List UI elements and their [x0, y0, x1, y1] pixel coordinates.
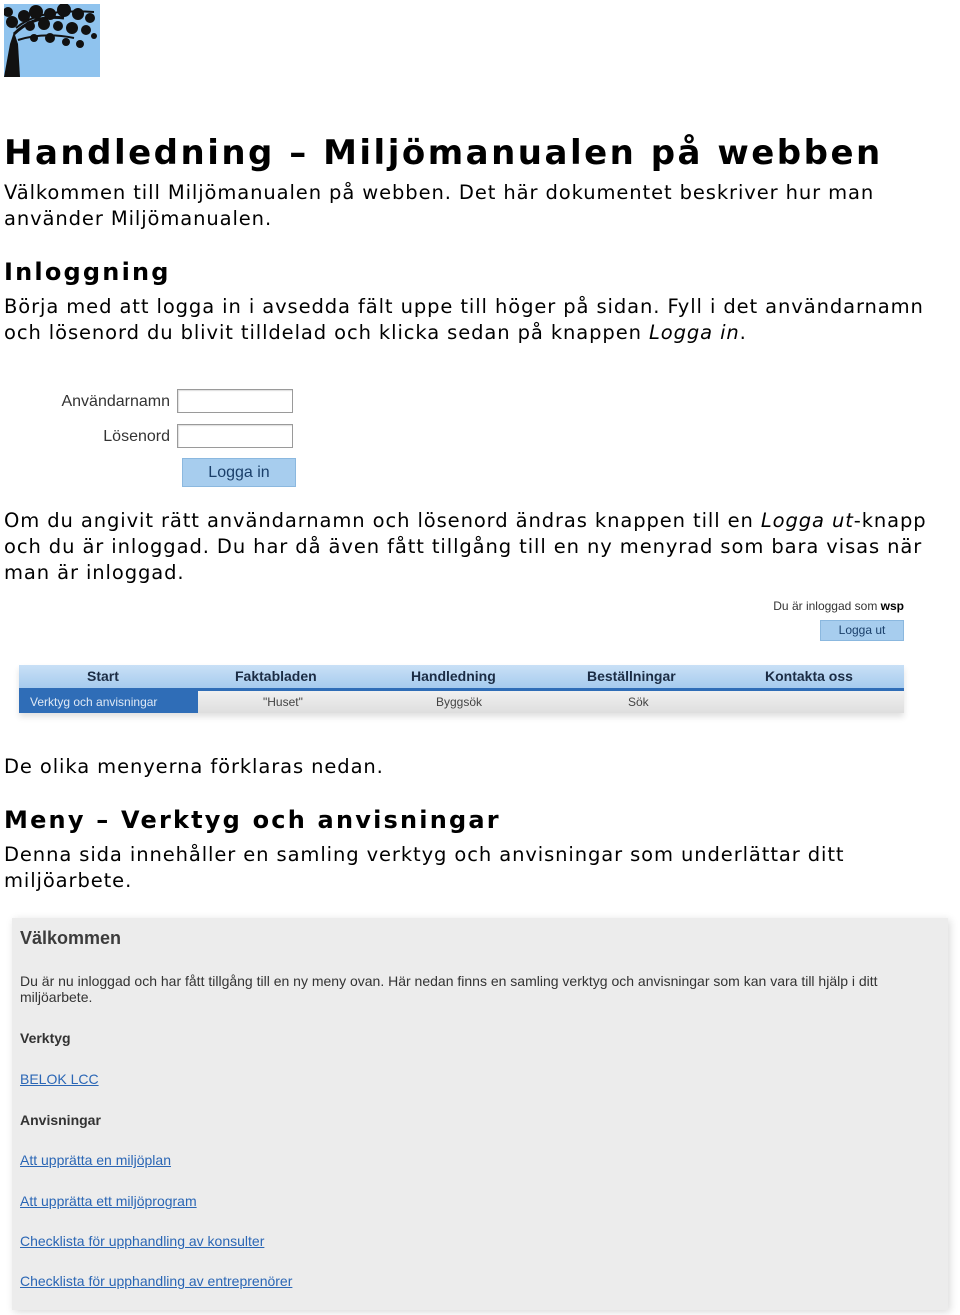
link-miljoplan[interactable]: Att upprätta en miljöplan [20, 1152, 171, 1168]
logged-in-username: wsp [880, 599, 904, 613]
menu-item-bestallningar[interactable]: Beställningar [587, 668, 676, 684]
logout-button-reference: Logga ut [760, 509, 854, 532]
welcome-text: Du är nu inloggad och har fått tillgång till en ny meny ovan. Här nedan finns en samling verktyg och anvisningar som kan vara till hjälp i ditt miljöarbete. [20, 973, 878, 1005]
menu-item-start[interactable]: Start [87, 668, 119, 684]
menu-item-faktabladen[interactable]: Faktabladen [235, 668, 317, 684]
login-form [20, 385, 310, 490]
logout-button[interactable]: Logga ut [820, 620, 904, 641]
link-checklista-konsulter[interactable]: Checklista för upphandling av konsulter [20, 1233, 265, 1249]
tree-icon [4, 4, 100, 77]
login-button[interactable]: Logga in [182, 458, 296, 487]
period: . [739, 321, 747, 344]
link-belok-lcc[interactable]: BELOK LCC [20, 1071, 99, 1087]
logo [4, 4, 100, 77]
tools-line: miljöarbete. [4, 869, 133, 892]
login-line: Börja med att logga in i avsedda fält uppe till höger på sidan. Fyll i det användarnamn [4, 295, 924, 318]
tools-line: Denna sida innehåller en samling verktyg och anvisningar som underlättar ditt [4, 843, 845, 866]
intro-line: använder Miljömanualen. [4, 207, 273, 230]
sub-menu [19, 691, 904, 713]
menus-explained [4, 754, 944, 780]
login-paragraph [4, 294, 944, 346]
menus-explained-text: De olika menyerna förklaras nedan. [4, 755, 384, 778]
login-heading: Inloggning [4, 258, 171, 286]
password-label: Lösenord [103, 428, 170, 445]
after-login-paragraph [4, 508, 944, 586]
link-miljoprogram[interactable]: Att upprätta ett miljöprogram [20, 1193, 197, 1209]
logged-in-text: Du är inloggad som [773, 599, 881, 613]
main-menu [19, 665, 904, 691]
after-login-text: Om du angivit rätt användarnamn och lösenord ändras knappen till en [4, 509, 761, 532]
password-input[interactable] [177, 424, 293, 448]
login-button-reference: Logga in [648, 321, 740, 344]
login-line-text: och lösenord du blivit tilldelad och klicka sedan på knappen [4, 321, 649, 344]
page-title: Handledning – Miljömanualen på webben [4, 133, 883, 173]
link-checklista-entreprenorer[interactable]: Checklista för upphandling av entreprenörer [20, 1273, 293, 1289]
submenu-item-huset[interactable]: "Huset" [263, 695, 303, 709]
logged-in-status [773, 599, 904, 613]
submenu-item-verktyg[interactable]: Verktyg och anvisningar [19, 691, 198, 713]
welcome-tools-heading: Verktyg [20, 1030, 71, 1046]
tools-heading: Meny – Verktyg och anvisningar [4, 806, 501, 834]
submenu-item-sok[interactable]: Sök [628, 695, 649, 709]
after-login-suffix: -knapp [853, 509, 927, 532]
intro-paragraph [4, 180, 944, 232]
intro-line: Välkommen till Miljömanualen på webben. Det här dokumentet beskriver hur man [4, 181, 875, 204]
tools-paragraph [4, 842, 944, 894]
welcome-instructions-heading: Anvisningar [20, 1112, 101, 1128]
username-label: Användarnamn [61, 393, 170, 410]
welcome-title: Välkommen [20, 928, 122, 948]
after-login-line [4, 508, 944, 534]
after-login-line: man är inloggad. [4, 561, 185, 584]
welcome-panel [12, 918, 948, 1310]
submenu-item-byggsok[interactable]: Byggsök [436, 695, 483, 709]
logged-in-panel [738, 599, 904, 643]
menu-item-kontakta-oss[interactable]: Kontakta oss [765, 668, 853, 684]
after-login-line: och du är inloggad. Du har då även fått tillgång till en ny menyrad som bara visas när [4, 535, 923, 558]
menu-item-handledning[interactable]: Handledning [411, 668, 496, 684]
menu-bar [19, 665, 904, 713]
login-line [4, 320, 944, 346]
username-input[interactable] [177, 389, 293, 413]
